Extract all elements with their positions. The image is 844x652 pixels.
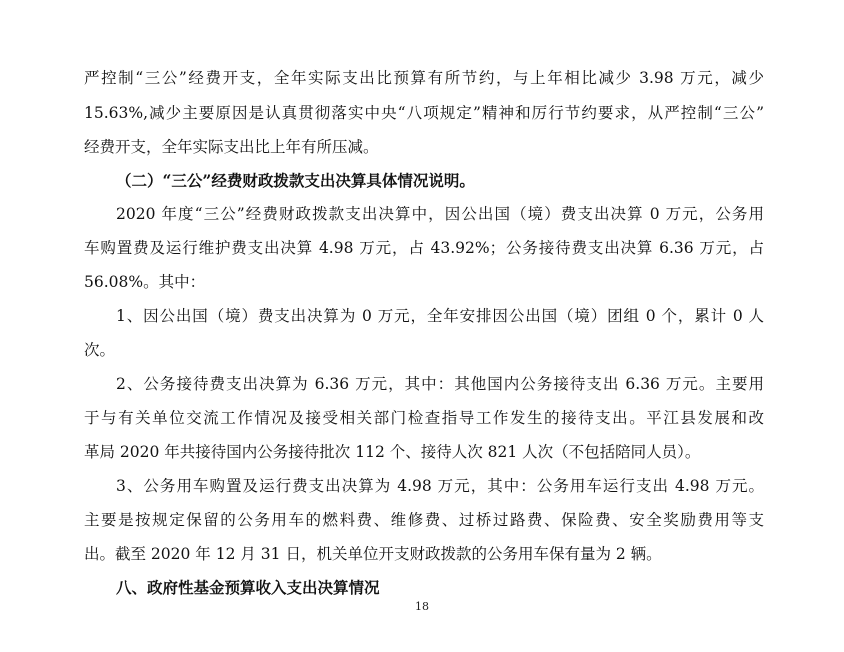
page-number: 18: [415, 600, 429, 613]
list-item-line: 革局 2020 年共接待国内公务接待批次 112 个、接待人次 821 人次（不包括陪同人员）。: [84, 443, 701, 461]
body-text-line: 严控制“三公”经费开支，全年实际支出比预算有所节约，与上年相比减少 3.98 万元，减少: [84, 69, 764, 87]
body-text-line: 56.08%。其中：: [84, 273, 206, 291]
list-item-line: 2、公务接待费支出决算为 6.36 万元，其中：其他国内公务接待支出 6.36 万元。主要用: [116, 375, 764, 393]
list-item-line: 于与有关单位交流工作情况及接受相关部门检查指导工作发生的接待支出。平江县发展和改: [84, 409, 764, 427]
body-text-line: 车购置费及运行维护费支出决算 4.98 万元，占 43.92%；公务接待费支出决算 6.36 万元，占: [84, 239, 764, 257]
list-item-line: 出。截至 2020 年 12 月 31 日，机关单位开支财政拨款的公务用车保有量为 2 辆。: [84, 545, 662, 563]
list-item-line: 3、公务用车购置及运行费支出决算为 4.98 万元，其中：公务用车运行支出 4.98 万元。: [116, 477, 764, 495]
body-text-line: 经费开支，全年实际支出比上年有所压减。: [84, 138, 379, 156]
list-item-line: 次。: [84, 341, 116, 359]
section-subheading: （二）“三公”经费财政拨款支出决算具体情况说明。: [116, 171, 475, 190]
list-item-line: 1、因公出国（境）费支出决算为 0 万元，全年安排因公出国（境）团组 0 个，累计 0 人: [116, 307, 764, 325]
section-heading: 八、政府性基金预算收入支出决算情况: [116, 578, 380, 597]
body-text-line: 2020 年度“三公”经费财政拨款支出决算中，因公出国（境）费支出决算 0 万元，公务用: [116, 205, 764, 223]
body-text-line: 15.63%,减少主要原因是认真贯彻落实中央“八项规定”精神和厉行节约要求，从严控制“三公”: [84, 104, 764, 122]
list-item-line: 主要是按规定保留的公务用车的燃料费、维修费、过桥过路费、保险费、安全奖励费用等支: [84, 511, 764, 529]
